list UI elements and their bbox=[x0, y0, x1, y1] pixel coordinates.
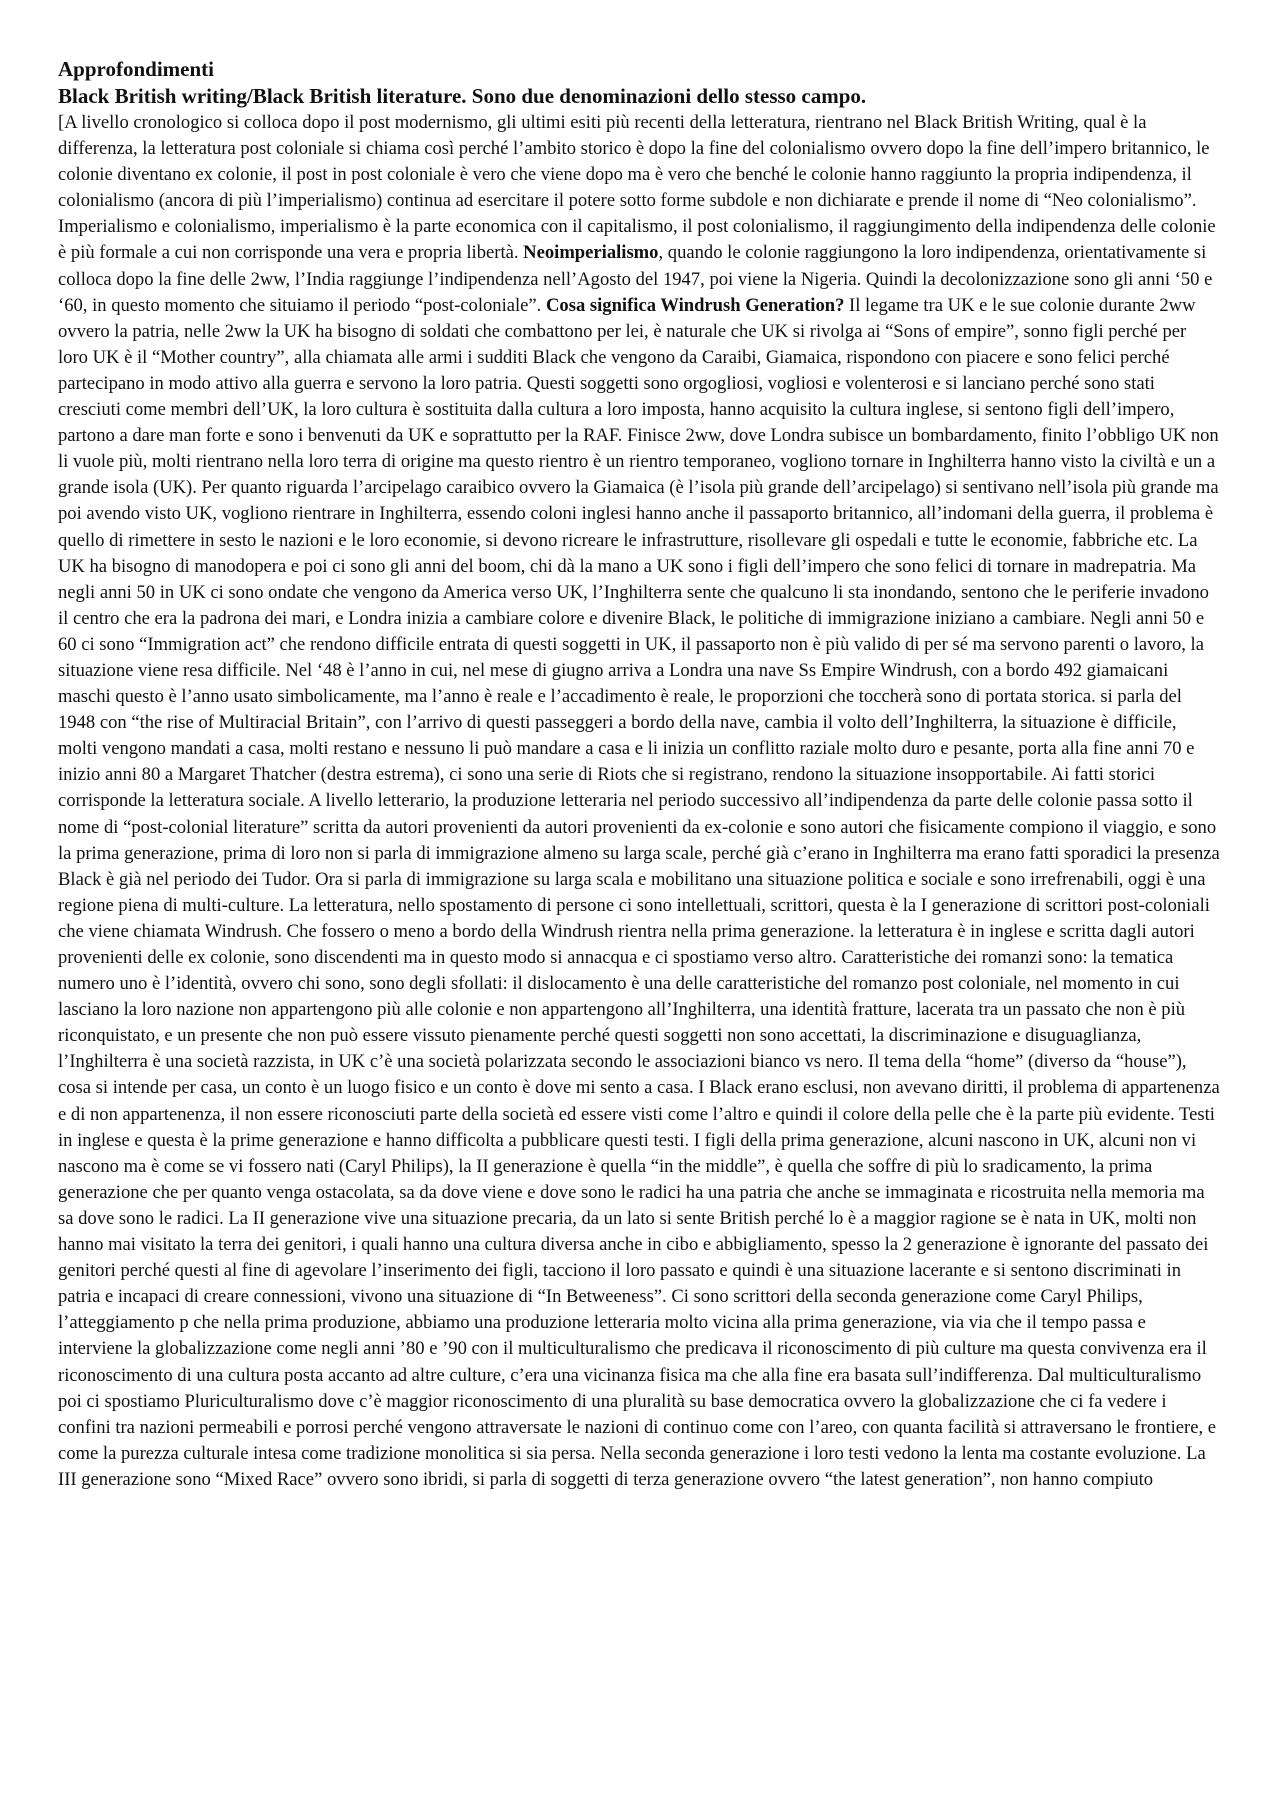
body-text-run: , quando le colonie raggiungono la loro indipendenza, orientativamente si colloca dopo la fine delle 2ww, l’India raggiunge l’indipendenza nell’Agosto del 1947, poi viene la Nigeria. Quindi la decolonizzazione sono gli anni ‘50 e ‘60, in questo momento che situiamo il periodo “post-coloniale”. bbox=[58, 242, 1213, 316]
bold-term: Neoimperialismo bbox=[523, 242, 659, 264]
document-title: Approfondimenti bbox=[58, 57, 214, 81]
document-page bbox=[58, 56, 1220, 1493]
document-subtitle: Black British writing/Black British literature. Sono due denominazioni dello stesso campo. bbox=[58, 84, 867, 108]
body-text-run: Il legame tra UK e le sue colonie durante 2ww ovvero la patria, nelle 2ww la UK ha bisogno di soldati che combattono per lei, è naturale che UK si rivolga ai “Sons of empire”, sonno figli perché per loro UK è il “Mother country”, alla chiamata alle armi i sudditi Black che vengono da Caraibi, Giamaica, rispondono con piacere e sono felici perché partecipano in modo attivo alla guerra e servono la loro patria. Questi soggetti sono orgogliosi, vogliosi e volenterosi e si lanciano perché sono stati cresciuti come membri dell’UK, la loro cultura è sostituita dalla cultura a loro imposta, hanno acquisito la cultura inglese, si sentono figli dell’impero, partono a dare man forte e sono i benvenuti da UK e soprattutto per la RAF. Finisce 2ww, dove Londra subisce un bombardamento, finito l’obbligo UK non li vuole più, molti rientrano nella loro terra di origine ma questo rientro è un rientro temporaneo, vogliono tornare in Inghilterra hanno visto la civiltà e un a grande isola (UK). Per quanto riguarda l’arcipelago caraibico ovvero la Giamaica (è l’isola più grande dell’arcipelago) si sentivano nell’isola più grande ma poi avendo visto UK, vogliono rientrare in Inghilterra, essendo coloni inglesi hanno anche il passaporto britannico, all’indomani della guerra, il problema è quello di rimettere in sesto le nazioni e le loro economie, si devono ricreare le infrastrutture, risollevare gli ospedali e tutte le economie, fabbriche etc. La UK ha bisogno di manodopera e poi ci sono gli anni del boom, chi dà la mano a UK sono i figli dell’impero che sono felici di tornare in madrepatria. Ma negli anni 50 in UK ci sono ondate che vengono da America verso UK, l’Inghilterra sente che qualcuno li sta inondando, sentono che le periferie invadono il centro che era la padrona dei mari, e Londra inizia a cambiare colore e divenire Black, le politiche di immigrazione iniziano a cambiare. Negli anni 50 e 60 ci sono “Immigration act” che rendono difficile entrata di questi soggetti in UK, il passaporto non è più valido di per sé ma servono parenti o lavoro, la situazione viene resa difficile. Nel ‘48 è l’anno in cui, nel mese di giugno arriva a Londra una nave Ss Empire Windrush, con a bordo 492 giamaicani maschi questo è l’anno usato simbolicamente, ma l’anno è reale e l’accadimento è reale, le proporzioni che toccherà sono di portata storica. si parla del 1948 con “the rise of Multiracial Britain”, con l’arrivo di questi passeggeri a bordo della nave, cambia il volto dell’Inghilterra, la situazione è difficile, molti vengono mandati a casa, molti restano e nessuno li può mandare a casa e li inizia un conflitto raziale molto duro e pesante, porta alla fine anni 70 e inizio anni 80 a Margaret Thatcher (destra estrema), ci sono una serie di Riots che si registrano, rendono la situazione insopportabile. Ai fatti storici corrisponde la letteratura sociale. A livello letterario, la produzione letteraria nel periodo successivo all’indipendenza da parte delle colonie passa sotto il nome di “post-colonial literature” scritta da autori provenienti da autori provenienti da ex-colonie e sono autori che fisicamente compiono il viaggio, e sono la prima generazione, prima di loro non si parla di immigrazione almeno su larga scale, perché già c’erano in Inghilterra ma erano fatti sporadici la presenza Black è già nel periodo dei Tudor. Ora si parla di immigrazione su larga scala e mobilitano una situazione politica e sociale e sono irrefrenabili, oggi è una regione piena di multi-culture. La letteratura, nello spostamento di persone ci sono intellettuali, scrittori, questa è la I generazione di scrittori post-coloniali che viene chiamata Windrush. Che fossero o meno a bordo della Windrush rientra nella prima generazione. la letteratura è in inglese e scritta dagli autori provenienti delle ex colonie, sono discendenti ma in questo modo si annacqua e ci spostiamo verso altro. Caratteristiche dei romanzi sono: la tematica numero uno è l’identità, ovvero chi sono, sono degli sfollati: il dislocamento è una delle caratteristiche del romanzo post coloniale, nel momento in cui lasciano la loro nazione non appartengono più alle colonie e non appartengono all’Inghilterra, una identità fratture, lacerata tra un passato che non è più riconquistato, e un presente che non può essere vissuto pienamente perché questi soggetti non sono accettati, la discriminazione e disuguaglianza, l’Inghilterra è una società razzista, in UK c’è una società polarizzata secondo le associazioni bianco vs nero. Il tema della “home” (diverso da “house”), cosa si intende per casa, un conto è un luogo fisico e un conto è dove mi sento a casa. I Black erano esclusi, non avevano diritti, il problema di appartenenza e di non appartenenza, il non essere riconosciuti parte della società ed essere visti come l’altro e quindi il colore della pelle che è la parte più evidente. Testi in inglese e questa è la prime generazione e hanno difficolta a pubblicare questi testi. I figli della prima generazione, alcuni nascono in UK, alcuni non vi nascono ma è come se vi fossero nati (Caryl Philips), la II generazione è quella “in the middle”, è quella che soffre di più lo sradicamento, la prima generazione che per quanto venga ostacolata, sa da dove viene e dove sono le radici ha una patria che anche se immaginata e ricostruita nella memoria ma sa dove sono le radici. La II generazione vive una situazione precaria, da un lato si sente British perché lo è a maggior ragione se è nata in UK, molti non hanno mai visitato la terra dei genitori, i quali hanno una cultura diversa anche in cibo e abbigliamento, spesso la 2 generazione è ignorante del passato dei genitori perché questi al fine di agevolare l’inserimento dei figli, tacciono il loro passato e quindi è una situazione lacerante e si sentono discriminati in patria e incapaci di creare connessioni, vivono una situazione di “In Betweeness”. Ci sono scrittori della seconda generazione come Caryl Philips, l’atteggiamento p che nella prima produzione, abbiamo una produzione letteraria molto vicina alla prima generazione, via via che il tempo passa e interviene la globalizzazione come negli anni ’80 e ’90 con il multiculturalismo che predicava il riconoscimento di più culture ma questa convivenza era il riconoscimento di una cultura posta accanto ad altre culture, c’era una vicinanza fisica ma che alla fine era basata sull’indifferenza. Dal multiculturalismo poi ci spostiamo Pluriculturalismo dove c’è maggior riconoscimento di una pluralità su base democratica ovvero la globalizzazione che ci fa vedere i confini tra nazioni permeabili e porrosi perché vengono attraversate le nazioni di continuo come con l’areo, con quanta facilità si attraversano le frontiere, e come la purezza culturale intesa come tradizione monolitica si sia persa. Nella seconda generazione i loro testi vedono la lenta ma costante evoluzione. La III generazione sono “Mixed Race” ovvero sono ibridi, si parla di soggetti di terza generazione ovvero “the latest generation”, non hanno compiuto bbox=[58, 294, 1220, 1490]
body-text-run: [A livello cronologico si colloca dopo il post modernismo, gli ultimi esiti più recenti della letteratura, rientrano nel Black British Writing, qual è la differenza, la letteratura post coloniale si chiama così perché l’ambito storico è dopo la fine del colonialismo ovvero dopo la fine dell’impero britannico, le colonie diventano ex colonie, il post in post coloniale è vero che viene dopo ma è vero che benché le colonie hanno raggiunto la propria indipendenza, il colonialismo (ancora di più l’imperialismo) continua ad esercitare il potere sotto forme subdole e non dichiarate e prende il nome di “Neo colonialismo”. Imperialismo e colonialismo, imperialismo è la parte economica con il capitalismo, il post colonialismo, il raggiungimento della indipendenza delle colonie è più formale a cui non corrisponde una vera e propria libertà. bbox=[58, 112, 1216, 264]
document-body bbox=[58, 110, 1220, 1493]
bold-term: Cosa significa Windrush Generation? bbox=[545, 294, 845, 316]
